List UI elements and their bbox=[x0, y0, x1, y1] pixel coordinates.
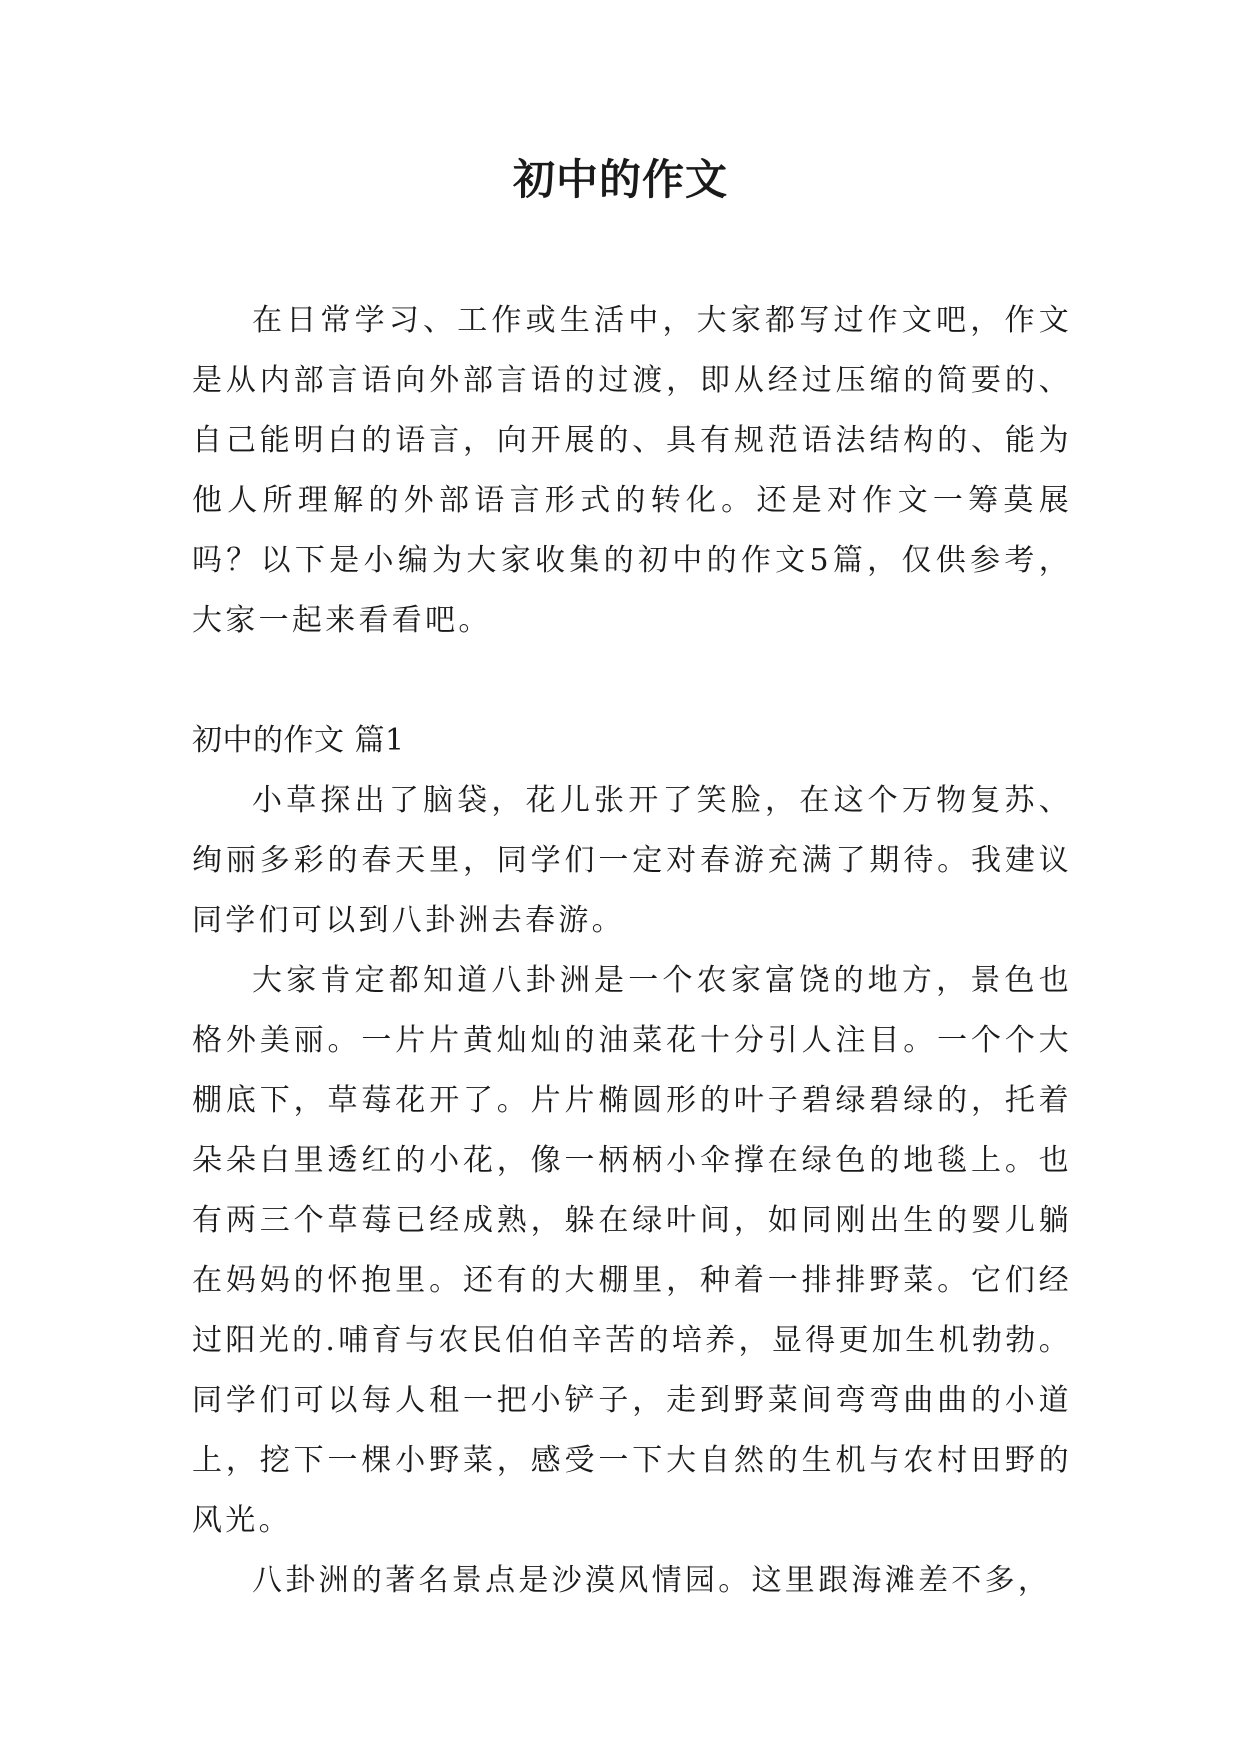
body-paragraph-2: 大家肯定都知道八卦洲是一个农家富饶的地方，景色也格外美丽。一片片黄灿灿的油菜花十分引人注目。一个个大棚底下，草莓花开了。片片椭圆形的叶子碧绿碧绿的，托着朵朵白里透红的小花，像一柄柄小伞撑在绿色的地毯上。也有两三个草莓已经成熟，躲在绿叶间，如同刚出生的婴儿躺在妈妈的怀抱里。还有的大棚里，种着一排排野菜。它们经过阳光的.哺育与农民伯伯辛苦的培养，显得更加生机勃勃。同学们可以每人租一把小铲子，走到野菜间弯弯曲曲的小道上，挖下一棵小野菜，感受一下大自然的生机与农村田野的风光。 bbox=[192, 963, 1072, 1538]
document-body bbox=[192, 291, 1072, 1611]
body-paragraph-1: 小草探出了脑袋，花儿张开了笑脸，在这个万物复苏、绚丽多彩的春天里，同学们一定对春游充满了期待。我建议同学们可以到八卦洲去春游。 bbox=[192, 783, 1072, 938]
body-paragraph-3: 八卦洲的著名景点是沙漠风情园。这里跟海滩差不多， bbox=[252, 1563, 1052, 1598]
intro-paragraph: 在日常学习、工作或生活中，大家都写过作文吧，作文是从内部言语向外部言语的过渡，即从经过压缩的简要的、自己能明白的语言，向开展的、具有规范语法结构的、能为他人所理解的外部语言形式的转化。还是对作文一筹莫展吗？以下是小编为大家收集的初中的作文5篇，仅供参考，大家一起来看看吧。 bbox=[192, 303, 1072, 638]
section-heading: 初中的作文 篇1 bbox=[192, 723, 405, 758]
document-title: 初中的作文 bbox=[512, 155, 728, 204]
